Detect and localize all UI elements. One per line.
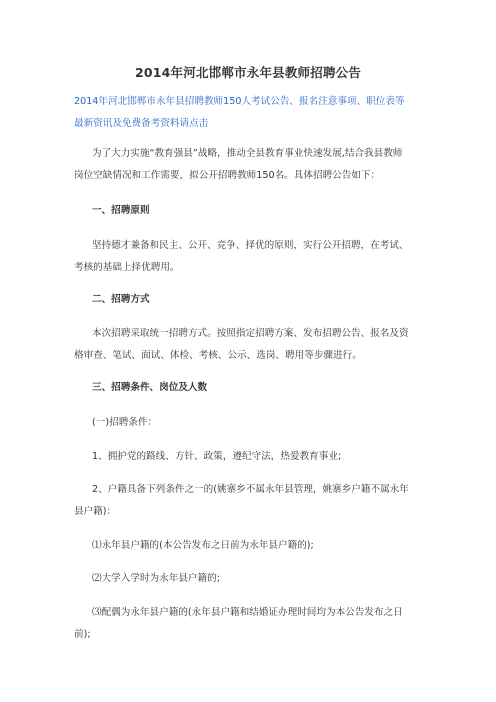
section2-heading: 二、招聘方式: [92, 294, 150, 305]
household-condition-2: ⑵大学入学时为永年县户籍的;: [92, 573, 220, 584]
section1-line2: 考核的基础上择优聘用。: [74, 262, 180, 273]
condition-item-2-line1: 2、户籍具备下列条件之一的(姚寨乡不属永年县管理，姚寨乡户籍不属永年: [92, 484, 409, 495]
household-condition-3-line2: 前);: [74, 629, 91, 640]
section3-subheading: (一)招聘条件：: [92, 417, 158, 428]
resource-link-line2[interactable]: 最新资讯及免费备考资料请点击: [74, 118, 209, 129]
condition-item-2-line2: 县户籍)：: [74, 506, 117, 517]
intro-line1: 为了大力实施“教育强县”战略，推动全县教育事业快速发展,结合我县教师: [92, 148, 403, 159]
section1-heading: 一、招聘原则: [92, 205, 150, 216]
intro-line2: 岗位空缺情况和工作需要，拟公开招聘教师150名。具体招聘公告如下：: [74, 170, 381, 181]
page-title: 2014年河北邯郸市永年县教师招聘公告: [134, 65, 362, 80]
section3-heading: 三、招聘条件、岗位及人数: [92, 382, 208, 393]
household-condition-3-line1: ⑶配偶为永年县户籍的(永年县户籍和结婚证办理时间均为本公告发布之日: [92, 607, 403, 618]
section1-line1: 坚持德才兼备和民主、公开、竞争、择优的原则，实行公开招聘，在考试、: [92, 240, 409, 251]
section2-line2: 格审查、笔试、面试、体检、考核、公示、选岗、聘用等步骤进行。: [74, 350, 362, 361]
condition-item-1: 1、拥护党的路线、方针、政策，遵纪守法，热爱教育事业;: [92, 451, 342, 462]
section2-line1: 本次招聘采取统一招聘方式。按照指定招聘方案、发布招聘公告、报名及资: [92, 328, 409, 339]
resource-link-line1[interactable]: 2014年河北邯郸市永年县招聘教师150人考试公告、报名注意事项、职位表等: [74, 96, 405, 107]
household-condition-1: ⑴永年县户籍的(本公告发布之日前为永年县户籍的);: [92, 540, 314, 551]
